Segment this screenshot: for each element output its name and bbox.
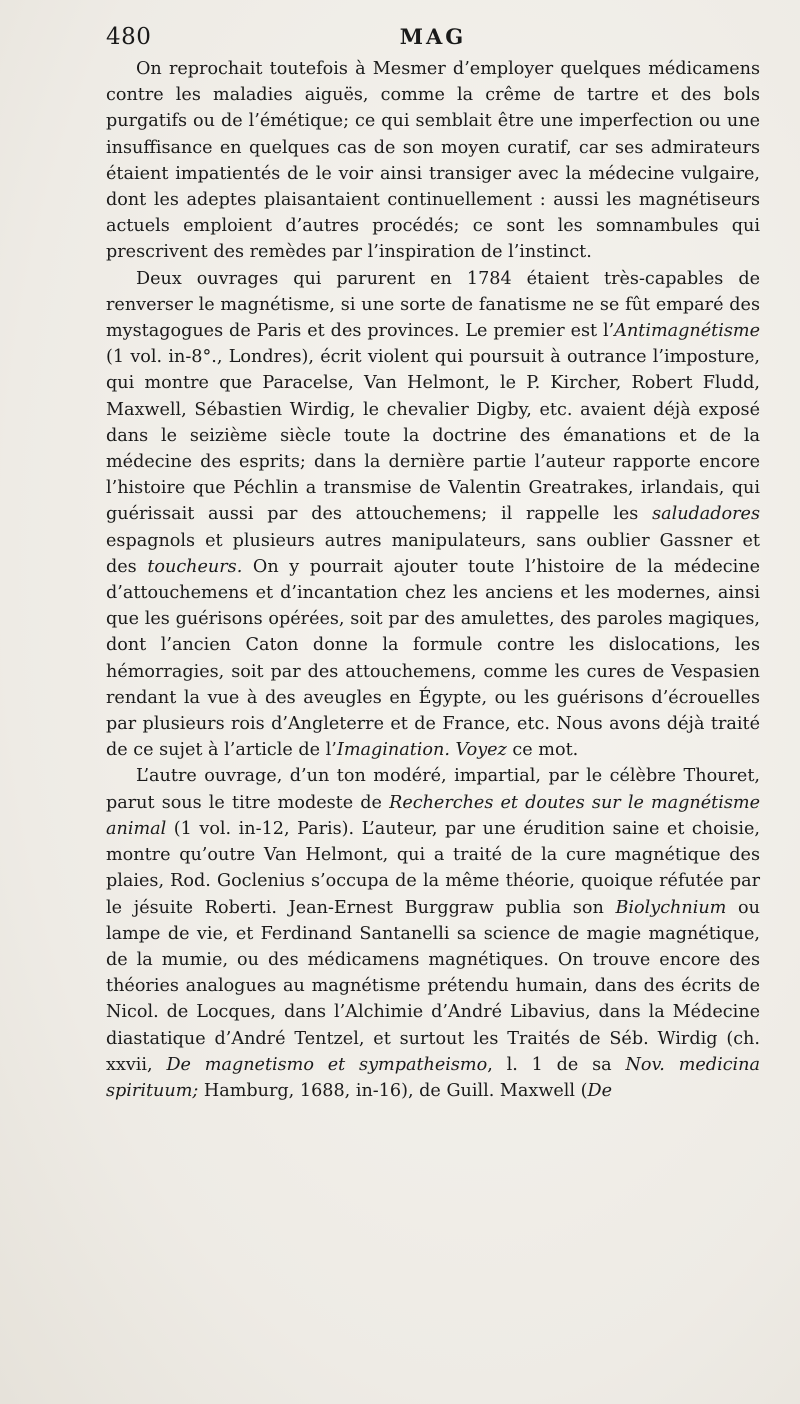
text-segment: (1 vol. in-12, Paris). L’auteur, par une érudition saine et choisie, montre qu’outre Van Helmont, qui a traité de la cure magnétique des plaies, Rod. Goclenius s’occupa de la même théorie, quoique réfutée par le jésuite Roberti. Jean-Ernest Burggraw publia son [106, 818, 760, 918]
text-segment: Hamburg, 1688, in-16), de Guill. Maxwell ( [198, 1080, 588, 1101]
text-segment: , l. 1 de sa [487, 1054, 626, 1075]
paragraph-thouret-work [106, 763, 760, 1104]
italic-text-segment: Nov. medicina spirituum; [106, 1054, 760, 1101]
running-head: MAG [399, 24, 467, 49]
page-header [106, 24, 760, 54]
italic-text-segment: saludadores [652, 504, 760, 525]
text-segment: On y pourrait ajouter toute l’histoire de la médecine d’attouchemens et d’incantation chez les anciens et les modernes, ainsi que les guérisons opérées, soit par des amulettes, des paroles magiques, dont l’ancien Caton donne la formule contre les dislocations, les hémorragies, soit par des attouchemens, comme les cures de Vespasien rendant la vue à des aveugles en Égypte, ou les guérisons d’écrouelles par plusieurs rois d’Angleterre et de France, etc. Nous avons déjà traité de ce sujet à l’article de l’ [106, 556, 761, 761]
italic-text-segment: Biolychnium [615, 897, 727, 918]
text-segment: ce mot. [506, 740, 579, 761]
body-text [106, 56, 760, 1104]
text-segment: L’autre ouvrage, d’un ton modéré, impartial, par le célèbre Thouret, parut sous le titre modeste de [106, 766, 760, 813]
italic-text-segment: Antimagnétisme [614, 321, 760, 342]
italic-text-segment: De magnetismo et sympatheismo [166, 1054, 488, 1075]
paragraph-two-works-1784 [106, 266, 760, 764]
text-segment: On reprochait toutefois à Mesmer d’employer quelques médicamens contre les maladies aiguës, comme la crême de tartre et des bols purgatifs ou de l’émétique; ce qui semblait être une imperfection ou une insuffisance en quelques cas de son moyen curatif, car ses admirateurs étaient impatientés de le voir ainsi transiger avec la médecine vulgaire, dont les adeptes plaisantaient continuellement : aussi les magnétiseurs actuels emploient d’autres procédés; ce sont les somnambules qui prescrivent des remèdes par l’inspiration de l’instinct. [106, 59, 760, 263]
text-segment: (1 vol. in-8°., Londres), écrit violent qui poursuit à outrance l’imposture, qui montre que Paracelse, Van Helmont, le P. Kircher, Robert Fludd, Maxwell, Sébastien Wirdig, le chevalier Digby, etc. avaient déjà exposé dans le seizième siècle toute la doctrine des émanations et de la médecine des esprits; dans la dernière partie l’auteur rapporte encore l’histoire que Péchlin a transmise de Valentin Greatrakes, irlandais, qui guérissait aussi par des attouchemens; il rappelle les [106, 347, 760, 525]
italic-text-segment: Imagination. Voyez [336, 740, 507, 761]
paragraph-mesmer-remedies [106, 56, 760, 266]
text-segment: espagnols et plusieurs autres manipulateurs, sans oublier Gassner et des [106, 530, 760, 577]
italic-text-segment: De [587, 1080, 613, 1101]
text-segment: Deux ouvrages qui parurent en 1784 étaient très-capables de renverser le magnétisme, si une sorte de fanatisme ne se fût emparé des mystagogues de Paris et des provinces. Le premier est l’ [106, 268, 760, 342]
italic-text-segment: toucheurs. [147, 556, 243, 577]
text-segment: ou lampe de vie, et Ferdinand Santanelli sa science de magie magnétique, de la mumie, ou des médicamens magnétiques. On trouve encore des théories analogues au magnétisme prétendu humain, dans des écrits de Nicol. de Locques, dans l’Alchimie d’André Libavius, dans la Médecine diastatique d’André Tentzel, et surtout les Traités de Séb. Wirdig (ch. xxvii, [106, 897, 760, 1075]
page-number: 480 [106, 24, 152, 50]
italic-text-segment: Recherches et doutes sur le magnétisme animal [106, 792, 760, 839]
